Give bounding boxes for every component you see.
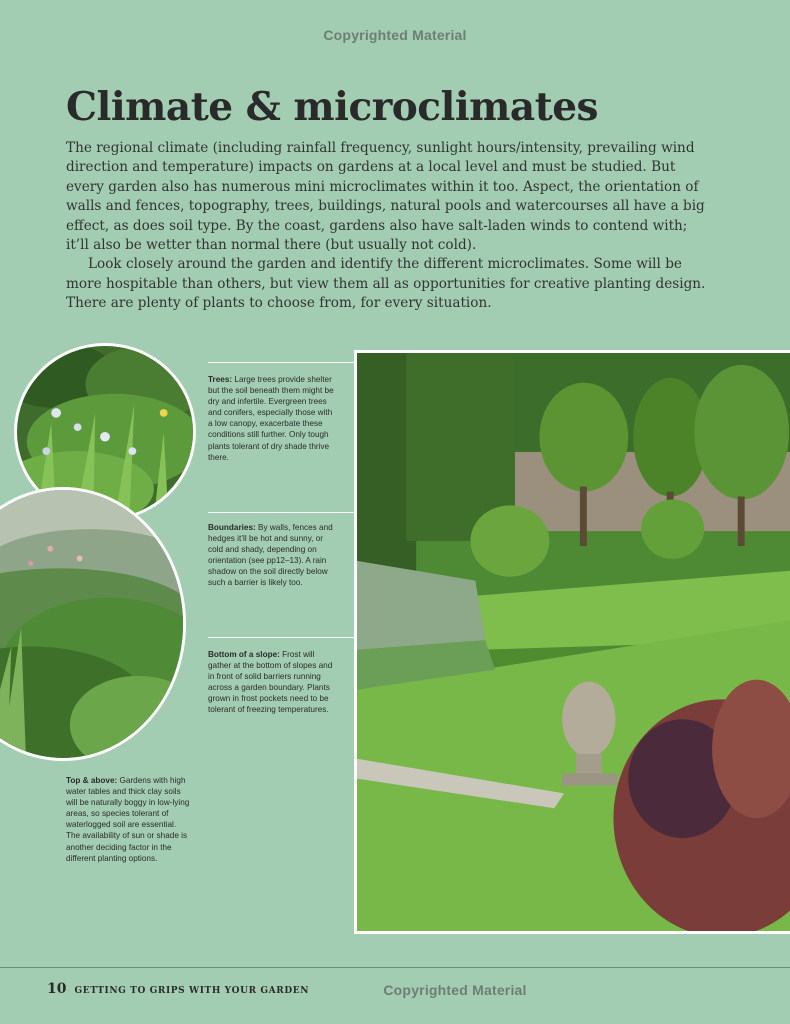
callout-slope-label: Bottom of a slope: (208, 650, 280, 659)
callout-slope-text: Frost will gather at the bottom of slopes and in front of solid barriers running across a garden boundary. Plants grown in frost pockets need to be tolerant of freezing temperatures. (208, 650, 333, 715)
watermark-bottom: Copyrighted Material (383, 982, 527, 998)
intro-paragraph-1: The regional climate (including rainfall frequency, sunlight hours/intensity, prevailing wind direction and temperature) impacts on gardens at a local level and must be studied. But every garden also has numerous mini microclimates within it too. Aspect, the orientation of walls and fences, topography, trees, buildings, natural pools and watercourses all have a big effect, as does soil type. By the coast, gardens also have salt-laden winds to contend with; it’ll also be wetter than normal there (but usually not cold). (66, 140, 705, 254)
callout-trees-text: Large trees provide shelter but the soil beneath them might be dry and infertile. Evergreen trees and conifers, especially those with a low canopy, exacerbate these conditions still further. Only tough plants tolerant of dry shade thrive there. (208, 375, 334, 462)
callout-boundaries-label: Boundaries: (208, 523, 256, 532)
callout-trees-label: Trees: (208, 375, 233, 384)
callout-boundaries-text: By walls, fences and hedges it’ll be hot and sunny, or cold and shady, depending on orientation (see pp12–13). A rain shadow on the soil directly below such a barrier is likely too. (208, 523, 333, 588)
intro-paragraph-2: Look closely around the garden and identify the different microclimates. Some will be more hospitable than others, but view them all as opportunities for creative planting design. There are plenty of plants to choose from, for every situation. (66, 256, 706, 312)
callout-slope (208, 649, 336, 716)
page-title: Climate & microclimates (66, 84, 598, 130)
intro-text (66, 139, 706, 314)
garden-photo-image (357, 353, 790, 931)
footer-rule (0, 967, 790, 968)
garden-photo (354, 350, 790, 934)
photo-caption-text: Gardens with high water tables and thick clay soils will be naturally boggy in low-lying areas, so species tolerant of waterlogged soil are essential. The availability of sun or shade is another deciding factor in the different planting options. (66, 776, 190, 863)
bog-garden-photo (0, 487, 186, 761)
photo-caption-label: Top & above: (66, 776, 118, 785)
watermark-top: Copyrighted Material (323, 27, 467, 43)
photo-caption (66, 775, 190, 864)
running-footer-section: GETTING TO GRIPS WITH YOUR GARDEN (74, 986, 310, 996)
callout-trees (208, 374, 336, 463)
bog-garden-photo-image (0, 490, 183, 758)
callout-boundaries (208, 522, 336, 589)
page-number: 10 (47, 981, 67, 997)
